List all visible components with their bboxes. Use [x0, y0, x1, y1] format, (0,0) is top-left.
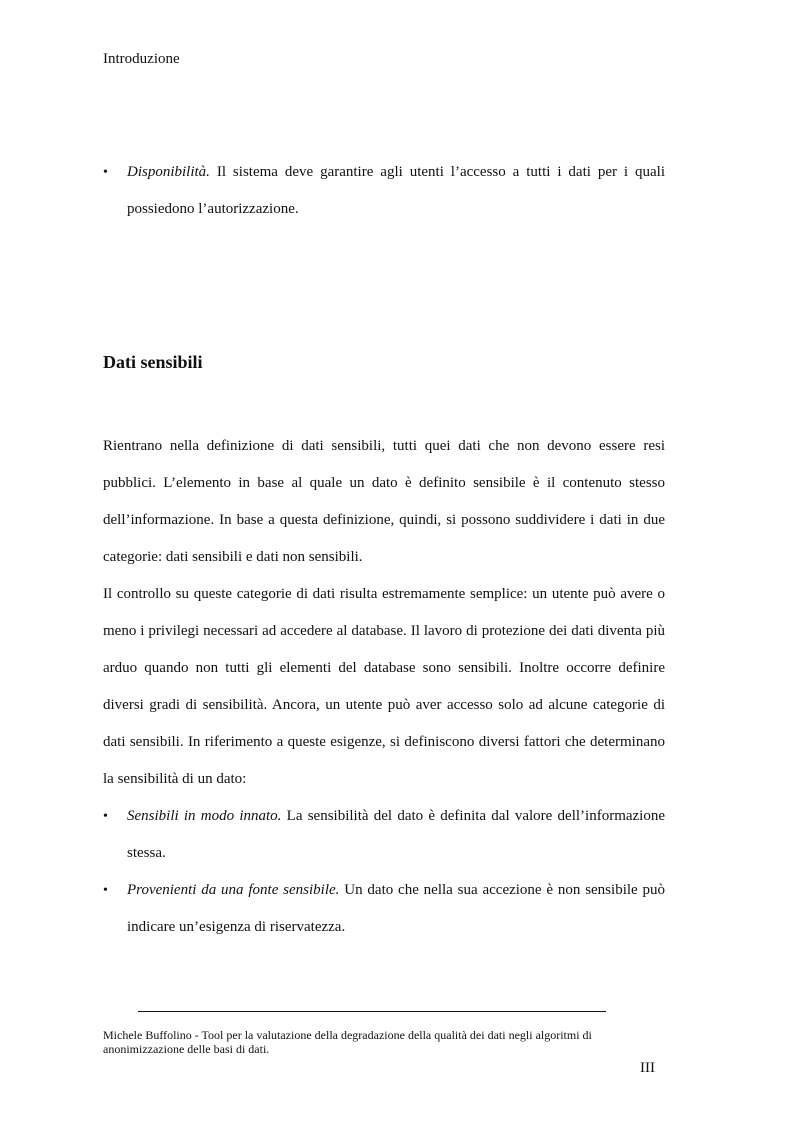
bullet-body: Il sistema deve garantire agli utenti l’accesso a tutti i dati per i quali possiedono l’autorizzazione.: [127, 164, 665, 217]
paragraph-1: Rientrano nella definizione di dati sensibili, tutti quei dati che non devono essere resi pubblici. L’elemento in base al quale un dato è definito sensibile è il contenuto stesso dell’informazione. In base a questa definizione, quindi, si possono suddividere i dati in due categorie: dati sensibili e dati non sensibili.: [103, 438, 665, 565]
bullet-lead: Sensibili in modo innato.: [127, 808, 282, 824]
page-number: III: [640, 1060, 655, 1076]
bullet-item-fonte-sensibile: [103, 872, 665, 946]
footer-divider: [138, 1011, 606, 1012]
bullet-symbol: •: [103, 883, 108, 898]
bullet-text: [127, 154, 665, 228]
bullet-symbol: •: [103, 165, 108, 180]
running-header: Introduzione: [103, 51, 180, 67]
bullet-text: [127, 798, 665, 872]
bullet-symbol: •: [103, 809, 108, 824]
footer-citation: Michele Buffolino - Tool per la valutazione della degradazione della qualità dei dati negli algoritmi di anonimizzazione delle basi di dati.: [103, 1028, 592, 1056]
bullet-lead: Provenienti da una fonte sensibile.: [127, 882, 340, 898]
bullet-text: [127, 872, 665, 946]
paragraph-2: Il controllo su queste categorie di dati risulta estremamente semplice: un utente può avere o meno i privilegi necessari ad accedere al database. Il lavoro di protezione dei dati diventa più arduo quando non tutti gli elementi del database sono sensibili. Inoltre occorre definire diversi gradi di sensibilità. Ancora, un utente può aver accesso solo ad alcune categorie di dati sensibili. In riferimento a queste esigenze, si definiscono diversi fattori che determinano la sensibilità di un dato:: [103, 586, 665, 787]
bullet-item-innato: [103, 798, 665, 872]
section-heading: Dati sensibili: [103, 352, 203, 372]
bullet-lead: Disponibilità.: [127, 164, 210, 180]
bullet-item-disponibilita: [103, 154, 665, 228]
bullet-body: Un dato che nella sua accezione è non sensibile può indicare un’esigenza di riservatezza.: [127, 882, 666, 935]
bullet-body: La sensibilità del dato è definita dal valore dell’informazione stessa.: [127, 808, 666, 861]
